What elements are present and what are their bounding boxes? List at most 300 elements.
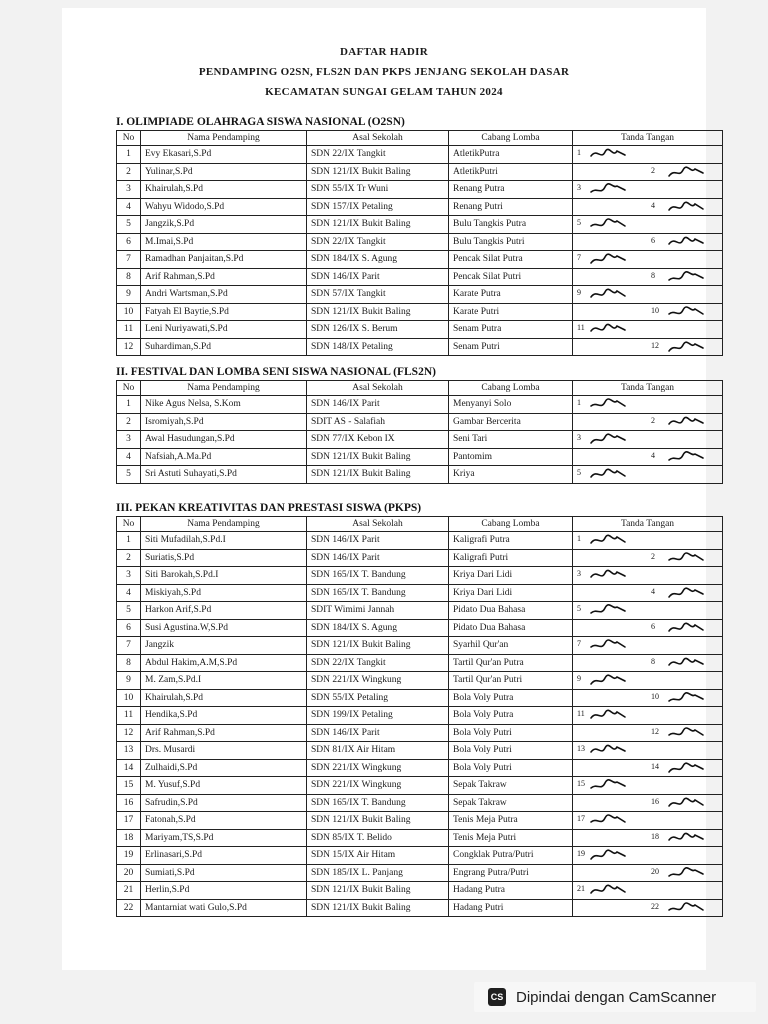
school-name: SDN 146/IX Parit [307, 724, 449, 742]
competition-branch: Bola Voly Putri [449, 724, 573, 742]
competition-branch: Kaligrafi Putra [449, 532, 573, 550]
table-row [117, 654, 723, 672]
school-name: SDN 184/IX S. Agung [307, 251, 449, 269]
school-name: SDN 148/IX Petaling [307, 338, 449, 356]
signature-number: 1 [577, 534, 581, 543]
table-row [117, 602, 723, 620]
col-header-name: Nama Pendamping [141, 517, 307, 532]
school-name: SDN 22/IX Tangkit [307, 654, 449, 672]
competition-branch: Kriya Dari Lidi [449, 584, 573, 602]
signature-cell [573, 707, 723, 725]
signature-cell [573, 759, 723, 777]
signature-cell [573, 672, 723, 690]
participant-name: Nafsiah,A.Ma.Pd [141, 448, 307, 466]
competition-branch: Sepak Takraw [449, 777, 573, 795]
participant-name: Abdul Hakim,A.M,S.Pd [141, 654, 307, 672]
signature-cell [573, 198, 723, 216]
o2sn-table [116, 130, 723, 356]
signature-number: 8 [651, 270, 655, 280]
row-number: 3 [117, 567, 141, 585]
signature-number: 5 [577, 468, 581, 477]
handwritten-signature [667, 449, 707, 465]
handwritten-signature [667, 760, 707, 776]
scanned-page [62, 8, 706, 970]
col-header-name: Nama Pendamping [141, 131, 307, 146]
signature-cell [573, 396, 723, 414]
signature-cell [573, 637, 723, 655]
participant-name: Drs. Musardi [141, 742, 307, 760]
table-row [117, 637, 723, 655]
school-name: SDN 121/IX Bukit Baling [307, 163, 449, 181]
doc-subtitle: PENDAMPING O2SN, FLS2N DAN PKPS JENJANG SEKOLAH DASAR [198, 66, 570, 78]
table-row [117, 759, 723, 777]
handwritten-signature [667, 550, 707, 566]
handwritten-signature [589, 466, 629, 482]
pkps-table [116, 516, 723, 917]
participant-name: Arif Rahman,S.Pd [141, 268, 307, 286]
signature-cell [573, 864, 723, 882]
table-row [117, 396, 723, 414]
table-header-row [117, 517, 723, 532]
signature-cell [573, 338, 723, 356]
row-number: 10 [117, 303, 141, 321]
school-name: SDN 165/IX T. Bandung [307, 567, 449, 585]
row-number: 6 [117, 619, 141, 637]
participant-name: Sri Astuti Suhayati,S.Pd [141, 466, 307, 484]
table-row [117, 707, 723, 725]
signature-cell [573, 303, 723, 321]
participant-name: Jangzik,S.Pd [141, 216, 307, 234]
school-name: SDN 146/IX Parit [307, 396, 449, 414]
table-row [117, 198, 723, 216]
row-number: 7 [117, 251, 141, 269]
handwritten-signature [589, 567, 629, 583]
handwritten-signature [589, 286, 629, 302]
signature-cell [573, 233, 723, 251]
signature-number: 17 [577, 814, 585, 823]
table-row [117, 286, 723, 304]
school-name: SDN 55/IX Tr Wuni [307, 181, 449, 199]
competition-branch: Bulu Tangkis Putra [449, 216, 573, 234]
table-row [117, 672, 723, 690]
table-row [117, 794, 723, 812]
row-number: 15 [117, 777, 141, 795]
school-name: SDN 22/IX Tangkit [307, 233, 449, 251]
signature-number: 15 [577, 779, 585, 788]
signature-number: 1 [577, 398, 581, 407]
signature-number: 5 [577, 218, 581, 227]
row-number: 14 [117, 759, 141, 777]
handwritten-signature [667, 690, 707, 706]
signature-number: 4 [651, 586, 655, 596]
signature-number: 3 [577, 433, 581, 442]
signature-cell [573, 532, 723, 550]
signature-number: 19 [577, 849, 585, 858]
participant-name: Khairulah,S.Pd [141, 689, 307, 707]
school-name: SDN 121/IX Bukit Baling [307, 448, 449, 466]
school-name: SDN 185/IX L. Panjang [307, 864, 449, 882]
competition-branch: Congklak Putra/Putri [449, 847, 573, 865]
school-name: SDN 157/IX Petaling [307, 198, 449, 216]
participant-name: M.Imai,S.Pd [141, 233, 307, 251]
signature-number: 12 [651, 726, 659, 736]
signature-cell [573, 812, 723, 830]
fls2n-table [116, 380, 723, 484]
handwritten-signature [589, 707, 629, 723]
row-number: 18 [117, 829, 141, 847]
table-row [117, 549, 723, 567]
school-name: SDN 146/IX Parit [307, 549, 449, 567]
table-row [117, 338, 723, 356]
row-number: 12 [117, 338, 141, 356]
signature-cell [573, 286, 723, 304]
col-header-no: No [117, 517, 141, 532]
signature-cell [573, 216, 723, 234]
school-name: SDN 126/IX S. Berum [307, 321, 449, 339]
handwritten-signature [589, 251, 629, 267]
handwritten-signature [589, 146, 629, 162]
signature-cell [573, 882, 723, 900]
signature-number: 7 [577, 253, 581, 262]
participant-name: Siti Barokah,S.Pd.I [141, 567, 307, 585]
signature-number: 2 [651, 165, 655, 175]
competition-branch: Hadang Putra [449, 882, 573, 900]
school-name: SDN 57/IX Tangkit [307, 286, 449, 304]
table-row [117, 216, 723, 234]
school-name: SDN 22/IX Tangkit [307, 146, 449, 164]
signature-number: 13 [577, 744, 585, 753]
col-header-no: No [117, 381, 141, 396]
section-title-o2sn: I. OLIMPIADE OLAHRAGA SISWA NASIONAL (O2SN) [116, 116, 405, 128]
camscanner-logo-icon: CS [488, 988, 506, 1006]
signature-cell [573, 413, 723, 431]
school-name: SDN 81/IX Air Hitam [307, 742, 449, 760]
competition-branch: Engrang Putra/Putri [449, 864, 573, 882]
school-name: SDN 221/IX Wingkung [307, 672, 449, 690]
signature-number: 3 [577, 183, 581, 192]
row-number: 7 [117, 637, 141, 655]
table-row [117, 431, 723, 449]
school-name: SDN 121/IX Bukit Baling [307, 637, 449, 655]
competition-branch: Tartil Qur'an Putra [449, 654, 573, 672]
participant-name: Fatyah El Baytie,S.Pd [141, 303, 307, 321]
row-number: 2 [117, 163, 141, 181]
row-number: 1 [117, 146, 141, 164]
competition-branch: Pencak Silat Putri [449, 268, 573, 286]
signature-cell [573, 899, 723, 917]
participant-name: Fatonah,S.Pd [141, 812, 307, 830]
handwritten-signature [589, 847, 629, 863]
participant-name: Sumiati,S.Pd [141, 864, 307, 882]
competition-branch: Pidato Dua Bahasa [449, 602, 573, 620]
participant-name: M. Yusuf,S.Pd [141, 777, 307, 795]
school-name: SDN 121/IX Bukit Baling [307, 812, 449, 830]
competition-branch: Renang Putri [449, 198, 573, 216]
signature-number: 10 [651, 691, 659, 701]
row-number: 9 [117, 286, 141, 304]
table-row [117, 812, 723, 830]
signature-cell [573, 847, 723, 865]
participant-name: Safrudin,S.Pd [141, 794, 307, 812]
signature-number: 2 [651, 415, 655, 425]
handwritten-signature [667, 725, 707, 741]
signature-cell [573, 268, 723, 286]
competition-branch: Kriya Dari Lidi [449, 567, 573, 585]
competition-branch: Sepak Takraw [449, 794, 573, 812]
signature-number: 21 [577, 884, 585, 893]
school-name: SDN 221/IX Wingkung [307, 777, 449, 795]
participant-name: Awal Hasudungan,S.Pd [141, 431, 307, 449]
table-row [117, 321, 723, 339]
handwritten-signature [667, 865, 707, 881]
participant-name: Mantarniat wati Gulo,S.Pd [141, 899, 307, 917]
signature-cell [573, 567, 723, 585]
handwritten-signature [589, 882, 629, 898]
table-row [117, 847, 723, 865]
table-row [117, 584, 723, 602]
signature-cell [573, 602, 723, 620]
col-header-school: Asal Sekolah [307, 381, 449, 396]
table-row [117, 163, 723, 181]
signature-cell [573, 619, 723, 637]
school-name: SDN 146/IX Parit [307, 532, 449, 550]
row-number: 4 [117, 448, 141, 466]
school-name: SDN 221/IX Wingkung [307, 759, 449, 777]
table-row [117, 882, 723, 900]
signature-number: 7 [577, 639, 581, 648]
signature-number: 1 [577, 148, 581, 157]
school-name: SDN 77/IX Kebon IX [307, 431, 449, 449]
school-name: SDN 121/IX Bukit Baling [307, 303, 449, 321]
signature-number: 10 [651, 305, 659, 315]
competition-branch: Syarhil Qur'an [449, 637, 573, 655]
handwritten-signature [589, 396, 629, 412]
col-header-school: Asal Sekolah [307, 131, 449, 146]
row-number: 2 [117, 413, 141, 431]
signature-number: 8 [651, 656, 655, 666]
handwritten-signature [667, 900, 707, 916]
competition-branch: Bola Voly Putra [449, 707, 573, 725]
handwritten-signature [667, 339, 707, 355]
participant-name: Siti Mufadilah,S.Pd.I [141, 532, 307, 550]
col-header-branch: Cabang Lomba [449, 517, 573, 532]
row-number: 4 [117, 584, 141, 602]
row-number: 3 [117, 431, 141, 449]
signature-number: 11 [577, 709, 585, 718]
participant-name: Mariyam,TS,S.Pd [141, 829, 307, 847]
signature-cell [573, 724, 723, 742]
col-header-name: Nama Pendamping [141, 381, 307, 396]
table-row [117, 466, 723, 484]
table-row [117, 233, 723, 251]
row-number: 4 [117, 198, 141, 216]
row-number: 16 [117, 794, 141, 812]
doc-subtitle-2: KECAMATAN SUNGAI GELAM TAHUN 2024 [265, 86, 503, 98]
table-row [117, 864, 723, 882]
participant-name: Susi Agustina.W,S.Pd [141, 619, 307, 637]
table-row [117, 268, 723, 286]
signature-number: 4 [651, 200, 655, 210]
participant-name: Harkon Arif,S.Pd [141, 602, 307, 620]
competition-branch: Hadang Putri [449, 899, 573, 917]
competition-branch: Senam Putri [449, 338, 573, 356]
participant-name: Herlin,S.Pd [141, 882, 307, 900]
table-row [117, 689, 723, 707]
handwritten-signature [589, 672, 629, 688]
school-name: SDN 121/IX Bukit Baling [307, 466, 449, 484]
competition-branch: Gambar Bercerita [449, 413, 573, 431]
signature-cell [573, 466, 723, 484]
competition-branch: Karate Putri [449, 303, 573, 321]
handwritten-signature [667, 304, 707, 320]
row-number: 3 [117, 181, 141, 199]
school-name: SDN 121/IX Bukit Baling [307, 899, 449, 917]
signature-cell [573, 549, 723, 567]
competition-branch: Bulu Tangkis Putri [449, 233, 573, 251]
competition-branch: Kaligrafi Putri [449, 549, 573, 567]
participant-name: Leni Nuriyawati,S.Pd [141, 321, 307, 339]
table-row [117, 146, 723, 164]
signature-cell [573, 431, 723, 449]
competition-branch: AtletikPutra [449, 146, 573, 164]
row-number: 9 [117, 672, 141, 690]
handwritten-signature [667, 269, 707, 285]
table-header-row [117, 131, 723, 146]
handwritten-signature [589, 181, 629, 197]
participant-name: Jangzik [141, 637, 307, 655]
table-header-row [117, 381, 723, 396]
competition-branch: Bola Voly Putri [449, 759, 573, 777]
handwritten-signature [667, 830, 707, 846]
school-name: SDN 199/IX Petaling [307, 707, 449, 725]
participant-name: Wahyu Widodo,S.Pd [141, 198, 307, 216]
row-number: 1 [117, 396, 141, 414]
signature-number: 5 [577, 604, 581, 613]
participant-name: Suriatis,S.Pd [141, 549, 307, 567]
school-name: SDN 15/IX Air Hitam [307, 847, 449, 865]
signature-number: 4 [651, 450, 655, 460]
col-header-no: No [117, 131, 141, 146]
table-row [117, 181, 723, 199]
signature-cell [573, 146, 723, 164]
participant-name: Arif Rahman,S.Pd [141, 724, 307, 742]
signature-number: 16 [651, 796, 659, 806]
col-header-signature: Tanda Tangan [573, 131, 723, 146]
school-name: SDN 146/IX Parit [307, 268, 449, 286]
signature-cell [573, 163, 723, 181]
handwritten-signature [667, 585, 707, 601]
row-number: 2 [117, 549, 141, 567]
school-name: SDIT Wimimi Jannah [307, 602, 449, 620]
col-header-school: Asal Sekolah [307, 517, 449, 532]
competition-branch: Menyanyi Solo [449, 396, 573, 414]
table-row [117, 742, 723, 760]
table-row [117, 777, 723, 795]
competition-branch: Senam Putra [449, 321, 573, 339]
signature-cell [573, 794, 723, 812]
competition-branch: Bola Voly Putra [449, 689, 573, 707]
signature-number: 22 [651, 901, 659, 911]
signature-cell [573, 777, 723, 795]
doc-title: DAFTAR HADIR [339, 46, 429, 58]
handwritten-signature [667, 620, 707, 636]
handwritten-signature [667, 199, 707, 215]
competition-branch: Renang Putra [449, 181, 573, 199]
participant-name: Hendika,S.Pd [141, 707, 307, 725]
row-number: 21 [117, 882, 141, 900]
row-number: 1 [117, 532, 141, 550]
participant-name: Yulinar,S.Pd [141, 163, 307, 181]
competition-branch: Pidato Dua Bahasa [449, 619, 573, 637]
signature-cell [573, 321, 723, 339]
handwritten-signature [589, 812, 629, 828]
camscanner-watermark [474, 982, 756, 1012]
signature-cell [573, 829, 723, 847]
competition-branch: Tartil Qur'an Putri [449, 672, 573, 690]
col-header-signature: Tanda Tangan [573, 517, 723, 532]
table-row [117, 619, 723, 637]
competition-branch: Tenis Meja Putri [449, 829, 573, 847]
handwritten-signature [589, 321, 629, 337]
school-name: SDN 165/IX T. Bandung [307, 794, 449, 812]
table-row [117, 532, 723, 550]
row-number: 22 [117, 899, 141, 917]
col-header-signature: Tanda Tangan [573, 381, 723, 396]
competition-branch: Bola Voly Putri [449, 742, 573, 760]
handwritten-signature [667, 795, 707, 811]
school-name: SDIT AS - Salafiah [307, 413, 449, 431]
competition-branch: Tenis Meja Putra [449, 812, 573, 830]
participant-name: Evy Ekasari,S.Pd [141, 146, 307, 164]
signature-cell [573, 654, 723, 672]
handwritten-signature [667, 164, 707, 180]
competition-branch: Kriya [449, 466, 573, 484]
signature-cell [573, 181, 723, 199]
row-number: 5 [117, 602, 141, 620]
signature-cell [573, 584, 723, 602]
table-row [117, 899, 723, 917]
participant-name: Andri Wartsman,S.Pd [141, 286, 307, 304]
row-number: 11 [117, 707, 141, 725]
participant-name: Zulhaidi,S.Pd [141, 759, 307, 777]
camscanner-label: Dipindai dengan CamScanner [516, 988, 717, 1006]
row-number: 11 [117, 321, 141, 339]
signature-number: 20 [651, 866, 659, 876]
row-number: 8 [117, 268, 141, 286]
school-name: SDN 85/IX T. Belido [307, 829, 449, 847]
signature-number: 11 [577, 323, 585, 332]
row-number: 6 [117, 233, 141, 251]
handwritten-signature [667, 234, 707, 250]
table-row [117, 567, 723, 585]
participant-name: Suhardiman,S.Pd [141, 338, 307, 356]
table-row [117, 829, 723, 847]
section-title-pkps: III. PEKAN KREATIVITAS DAN PRESTASI SISWA (PKPS) [116, 502, 422, 514]
row-number: 8 [117, 654, 141, 672]
row-number: 12 [117, 724, 141, 742]
school-name: SDN 55/IX Petaling [307, 689, 449, 707]
competition-branch: Pencak Silat Putra [449, 251, 573, 269]
competition-branch: Seni Tari [449, 431, 573, 449]
table-row [117, 413, 723, 431]
school-name: SDN 121/IX Bukit Baling [307, 216, 449, 234]
signature-cell [573, 689, 723, 707]
handwritten-signature [589, 216, 629, 232]
section-title-fls2n: II. FESTIVAL DAN LOMBA SENI SISWA NASIONAL (FLS2N) [116, 366, 436, 378]
handwritten-signature [667, 414, 707, 430]
signature-number: 3 [577, 569, 581, 578]
table-row [117, 251, 723, 269]
